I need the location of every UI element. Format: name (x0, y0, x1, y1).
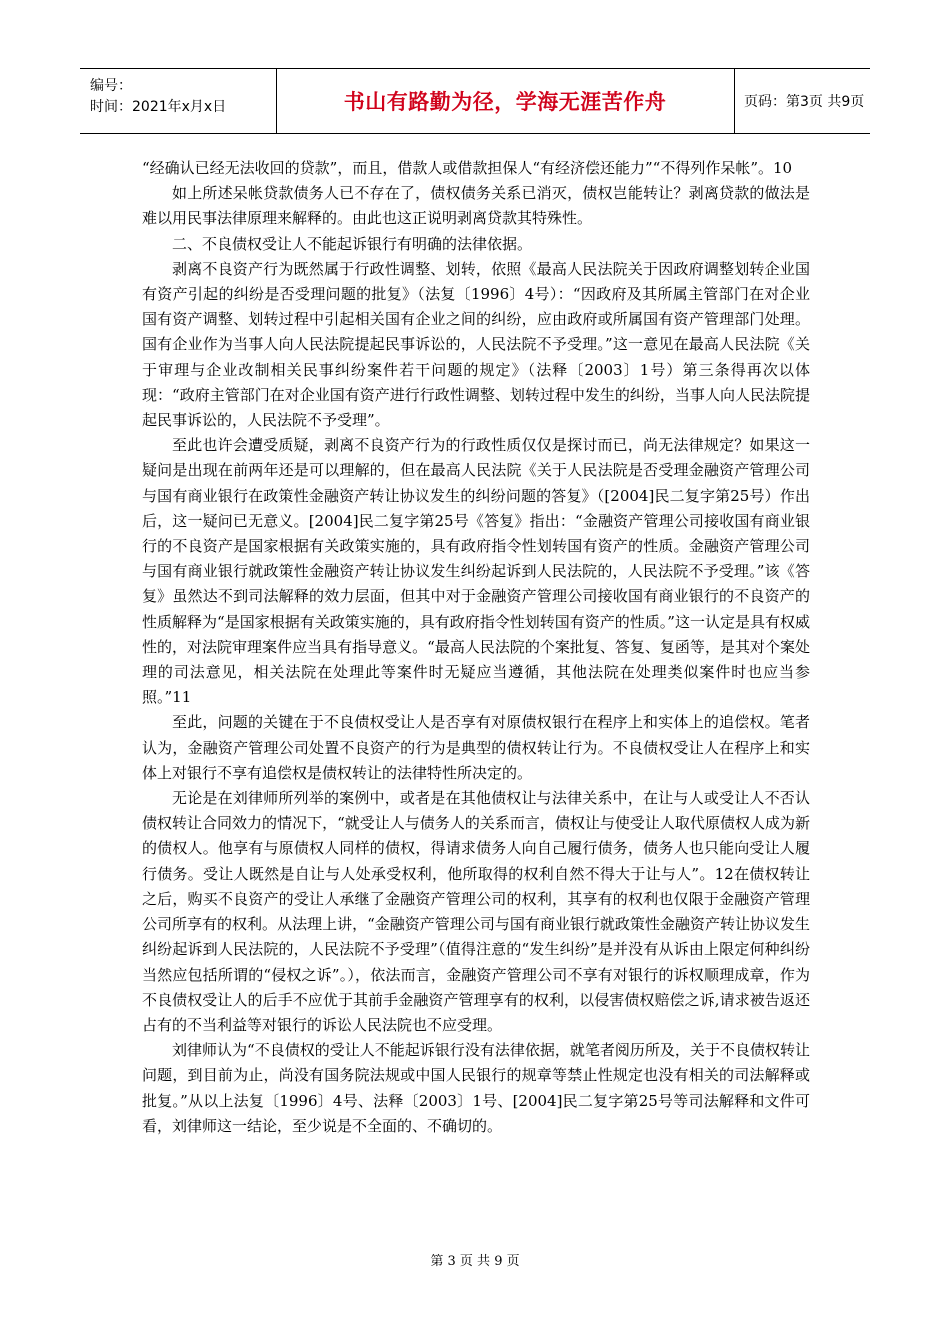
body-text (142, 156, 810, 1139)
document-time-label: 时间：2021年x月x日 (90, 99, 227, 115)
header-middle-cell (276, 69, 735, 133)
paragraph: 剥离不良资产行为既然属于行政性调整、划转，依照《最高人民法院关于因政府调整划转企业国有资产引起的纠纷是否受理问题的批复》（法复〔1996〕4号）：“因政府及其所属主管部门在对企业国有资产调整、划转过程中引起相关国有企业之间的纠纷，应由政府或所属国有资产管理部门处理。国有企业作为当事人向人民法院提起民事诉讼的，人民法院不予受理。”这一意见在最高人民法院《关于审理与企业改制相关民事纠纷案件若干问题的规定》（法释〔2003〕1号）第三条得再次以体现：“政府主管部门在对企业国有资产进行行政性调整、划转过程中发生的纠纷，当事人向人民法院提起民事诉讼的，人民法院不予受理”。 (142, 259, 810, 430)
page-footer: 第 3 页 共 9 页 (430, 1254, 520, 1269)
paragraph: 刘律师认为“不良债权的受让人不能起诉银行没有法律依据，就笔者阅历所及，关于不良债权转让问题，到目前为止，尚没有国务院法规或中国人民银行的规章等禁止性规定也没有相关的司法解释或批复。”从以上法复〔1996〕4号、法释〔2003〕1号、[2004]民二复字第25号等司法解释和文件可看，刘律师这一结论，至少说是不全面的、不确切的。 (142, 1041, 810, 1135)
paragraph: “经确认已经无法收回的贷款”，而且，借款人或借款担保人“有经济偿还能力”“不得列作呆帐”。10 (142, 159, 793, 177)
paragraph: 至此，问题的关键在于不良债权受让人是否享有对原债权银行在程序上和实体上的追偿权。笔者认为，金融资产管理公司处置不良资产的行为是典型的债权转让行为。不良债权受让人在程序上和实体上对银行不享有追偿权是债权转让的法律特性所决定的。 (142, 713, 810, 782)
header-motto: 书山有路勤为径，学海无涯苦作舟 (343, 90, 667, 114)
document-number-label: 编号： (90, 78, 132, 94)
paragraph: 至此也许会遭受质疑，剥离不良资产行为的行政性质仅仅是探讨而已，尚无法律规定？如果这一疑问是出现在前两年还是可以理解的，但在最高人民法院《关于人民法院是否受理金融资产管理公司与国有商业银行在政策性金融资产转让协议发生的纠纷问题的答复》（[2004]民二复字第25号）作出后，这一疑问已无意义。[2004]民二复字第25号《答复》指出：“金融资产管理公司接收国有商业银行的不良资产是国家根据有关政策实施的，具有政府指令性划转国有资产的性质。金融资产管理公司与国有商业银行就政策性金融资产转让协议发生纠纷起诉到人民法院的，人民法院不予受理。”该《答复》虽然达不到司法解释的效力层面，但其中对于金融资产管理公司接收国有商业银行的不良资产的性质解释为“是国家根据有关政策实施的，具有政府指令性划转国有资产的性质。”这一认定是具有权威性的，对法院审理案件应当具有指导意义。“最高人民法院的个案批复、答复、复函等，是其对个案处理的司法意见，相关法院在处理此等案件时无疑应当遵循，其他法院在处理类似案件时也应当参照。”11 (142, 436, 810, 707)
header-right-cell (734, 69, 870, 133)
paragraph: 无论是在刘律师所列举的案例中，或者是在其他债权让与法律关系中，在让与人或受让人不否认债权转让合同效力的情况下，“就受让人与债务人的关系而言，债权让与使受让人取代原债权人成为新的债权人。他享有与原债权人同样的债权，得请求债务人向自己履行债务，债务人也只能向受让人履行债务。受让人既然是自让与人处承受权利，他所取得的权利自然不得大于让与人”。12在债权转让之后，购买不良资产的受让人承继了金融资产管理公司的权利，其享有的权利也仅限于金融资产管理公司所享有的权利。从法理上讲，“金融资产管理公司与国有商业银行就政策性金融资产转让协议发生纠纷起诉到人民法院的，人民法院不予受理”（值得注意的“发生纠纷”是并没有从诉由上限定何种纠纷当然应包括所谓的“侵权之诉”。），依法而言，金融资产管理公司不享有对银行的诉权顺理成章，作为不良债权受让人的后手不应优于其前手金融资产管理享有的权利，以侵害债权赔偿之诉,请求被告返还占有的不当利益等对银行的诉讼人民法院也不应受理。 (142, 789, 810, 1034)
header-left-cell (80, 69, 277, 133)
header-page-code: 页码：第3页 共9页 (744, 94, 865, 110)
paragraph: 如上所述呆帐贷款债务人已不存在了，债权债务关系已消灭，债权岂能转让？剥离贷款的做法是难以用民事法律原理来解释的。由此也这正说明剥离贷款其特殊性。 (142, 184, 810, 228)
section-heading: 二、不良债权受让人不能起诉银行有明确的法律依据。 (172, 234, 533, 253)
page-header (80, 68, 870, 134)
